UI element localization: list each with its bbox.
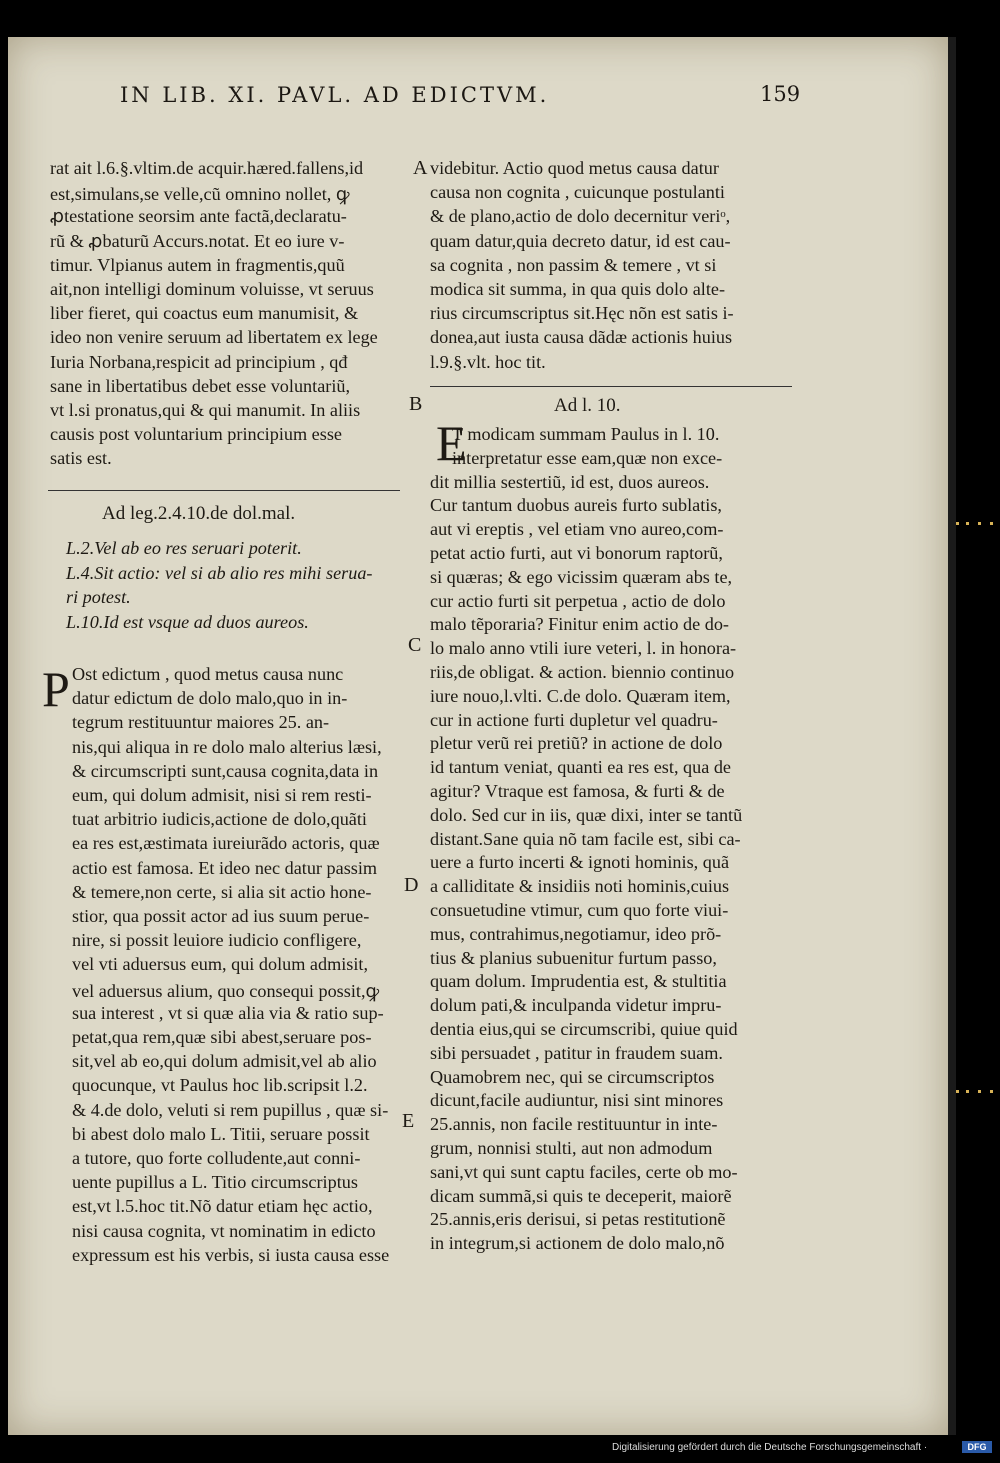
- text-line: liber fieret, qui coactus eum manumisit, &: [50, 303, 359, 324]
- dfg-logo: DFG: [962, 1441, 992, 1453]
- left-divider: [48, 490, 400, 491]
- text-line: dentia eius,qui se circumscribi, quiue quid: [430, 1019, 738, 1039]
- text-line: id tantum veniat, quanti ea res est, qua de: [430, 757, 732, 778]
- text-line: bi abest dolo malo L. Titii, seruare possit: [72, 1123, 370, 1144]
- text-line: quam datur,quia decreto datur, id est cau-: [430, 230, 731, 251]
- text-line: ri potest.: [66, 587, 131, 607]
- text-line: grum, nonnisi stulti, aut non admodum: [430, 1138, 713, 1158]
- text-line: vt l.si pronatus,qui & qui manumit. In aliis: [50, 400, 361, 420]
- text-line: causa non cognita , cuicunque postulanti: [430, 182, 725, 203]
- text-line: rat ait l.6.§.vltim.de acquir.hæred.fallens,id: [50, 158, 364, 178]
- left-dropcap: P: [42, 661, 70, 717]
- text-line: sit,vel ab eo,qui dolum admisit,vel ab alio: [72, 1051, 377, 1072]
- text-line: ꝓtestatione seorsim ante factã,declaratu-: [50, 206, 347, 227]
- text-line: actio est famosa. Et ideo nec datur passim: [72, 857, 378, 878]
- text-line: dicunt,facile audiuntur, nisi sint minores: [430, 1090, 724, 1111]
- text-line: tius & planius subuenitur furtum passo,: [430, 947, 717, 968]
- text-line: a tutore, quo forte colludente,aut conni-: [72, 1148, 361, 1168]
- footer-credit: Digitalisierung gefördert durch die Deutsche Forschungsgemeinschaft ·: [612, 1442, 928, 1453]
- text-line: Iuria Norbana,respicit ad principium , qđ: [50, 351, 348, 372]
- text-line: consuetudine vtimur, cum quo forte viui-: [430, 900, 729, 920]
- text-line: mus, contrahimus,negotiamur, ideo prõ-: [430, 923, 722, 944]
- text-line: Ost edictum , quod metus causa nunc: [72, 664, 344, 684]
- text-line: donea,aut iusta causa dãdæ actionis huius: [430, 327, 733, 348]
- text-line: rũ & ꝓbaturũ Accurs.notat. Et eo iure v-: [50, 230, 345, 251]
- text-line: nisi causa cognita, vt nominatim in edicto: [72, 1220, 376, 1241]
- text-line: iure nouo,l.vlti. C.de dolo. Quæram item,: [430, 685, 731, 706]
- text-line: sua interest , vt si quæ alia via & ratio sup-: [72, 1002, 384, 1023]
- margin-letter-e: E: [402, 1110, 415, 1132]
- text-line: malo tẽporaria? Finitur enim actio de do-: [430, 614, 729, 635]
- text-line: quam dolum. Imprudentia est, & stultitia: [430, 971, 727, 992]
- text-line: videbitur. Actio quod metus causa datur: [430, 158, 719, 178]
- text-line: dolo. Sed cur in iis, quæ dixi, inter se tantũ: [430, 804, 743, 825]
- margin-letter-d: D: [404, 874, 419, 896]
- text-line: datur edictum de dolo malo,quo in in-: [72, 688, 348, 709]
- text-line: & circumscripti sunt,causa cognita,data in: [72, 760, 379, 781]
- text-line: T modicam summam Paulus in l. 10.: [452, 424, 720, 444]
- text-line: modica sit summa, in qua quis dolo alte-: [430, 279, 725, 299]
- text-line: L.2.Vel ab eo res seruari poterit.: [66, 538, 302, 558]
- text-line: in integrum,si actionem de dolo malo,nõ: [430, 1233, 725, 1254]
- text-line: timur. Vlpianus autem in fragmentis,quũ: [50, 254, 345, 275]
- text-line: si quæras; & ego vicissim quæram abs te,: [430, 566, 733, 587]
- page-number: 159: [760, 82, 801, 106]
- text-line: expressum est his verbis, si iusta causa esse: [72, 1244, 390, 1265]
- text-line: dolum pati,& inculpanda videtur impru-: [430, 995, 722, 1016]
- text-line: quocunque, vt Paulus hoc lib.scripsit l.2.: [72, 1075, 368, 1096]
- text-line: & 4.de dolo, veluti si rem pupillus , quæ si-: [72, 1099, 389, 1120]
- text-line: riis,de obligat. & action. biennio continuo: [430, 662, 735, 682]
- text-line: agitur? Vtraque est famosa, & furti & de: [430, 781, 725, 801]
- text-line: nire, si possit leuiore iudicio confligere,: [72, 930, 362, 951]
- text-line: nis,qui aliqua in re dolo malo alterius læsi,: [72, 736, 382, 757]
- text-line: Quamobrem nec, qui se circumscriptos: [430, 1066, 715, 1087]
- text-line: tuat arbitrio iudicis,actione de dolo,quãti: [72, 809, 367, 830]
- text-line: rius circumscriptus sit.Hęc nõn est satis i-: [430, 303, 734, 324]
- text-line: sa cognita , non passim & temere , vt si: [430, 254, 717, 275]
- text-line: ait,non intelligi dominum voluisse, vt seruus: [50, 279, 374, 299]
- text-line: est,vt l.5.hoc tit.Nõ datur etiam hęc actio,: [72, 1196, 373, 1217]
- text-line: ideo non venire seruum ad libertatem ex lege: [50, 327, 378, 348]
- right-divider: [430, 386, 792, 387]
- text-line: vel vti aduersus eum, qui dolum admisit,: [72, 954, 369, 975]
- text-line: 25.annis, non facile restituuntur in inte-: [430, 1114, 718, 1135]
- text-line: petat,qua rem,quæ sibi abest,seruare pos-: [72, 1027, 372, 1047]
- text-line: uente pupillus a L. Titio circumscriptus: [72, 1172, 358, 1193]
- text-line: cur in actione furti dupletur vel quadru-: [430, 709, 718, 730]
- text-line: stior, qua possit actor ad ius suum perue-: [72, 906, 370, 926]
- running-title: IN LIB. XI. PAVL. AD EDICTVM.: [120, 83, 550, 107]
- left-heading: Ad leg.2.4.10.de dol.mal.: [102, 503, 296, 524]
- text-line: sani,vt qui sunt captu faciles, certe ob mo-: [430, 1161, 738, 1182]
- text-line: petat actio furti, aut vi bonorum raptorũ,: [430, 543, 723, 563]
- text-line: tegrum restituuntur maiores 25. an-: [72, 712, 330, 733]
- text-line: causis post voluntarium principium esse: [50, 424, 342, 445]
- text-line: & de plano,actio de dolo decernitur veriᵒ,: [430, 206, 731, 227]
- right-dropcap: E: [436, 415, 467, 471]
- text-line: est,simulans,se velle,cũ omnino nollet, ꝙ: [50, 184, 350, 205]
- page-edge: [948, 37, 956, 1435]
- text-line: ea res est,æstimata iureiurãdo actoris, quæ: [72, 833, 380, 854]
- margin-letter-b: B: [409, 393, 423, 415]
- text-line: dit millia sestertiũ, id est, duos aureos.: [430, 471, 710, 492]
- text-line: satis est.: [50, 448, 112, 469]
- text-line: sibi persuadet , patitur in fraudem suam.: [430, 1042, 723, 1063]
- text-line: dicam summã,si quis te deceperit, maiorẽ: [430, 1185, 732, 1206]
- text-line: uere a furto incerti & ignoti hominis, quã: [430, 852, 730, 873]
- text-line: L.4.Sit actio: vel si ab alio res mihi serua-: [66, 562, 373, 583]
- text-line: vel aduersus alium, quo consequi possit,ꝙ: [72, 980, 380, 1001]
- text-line: distant.Sane quia nõ tam facile est, sibi ca-: [430, 828, 741, 849]
- text-line: interpretatur esse eam,quæ non exce-: [452, 447, 723, 468]
- text-line: a calliditate & insidiis noti hominis,cuius: [430, 876, 730, 897]
- text-line: L.10.Id est vsque ad duos aureos.: [66, 611, 309, 632]
- text-line: l.9.§.vlt. hoc tit.: [430, 351, 546, 372]
- margin-letter-a: A: [413, 157, 428, 179]
- text-line: pletur verũ rei pretiũ? in actione de dolo: [430, 733, 723, 754]
- text-line: cur actio furti sit perpetua , actio de dolo: [430, 590, 726, 611]
- margin-letter-c: C: [408, 634, 422, 656]
- text-line: aut vi ereptis , vel etiam vno aureo,com-: [430, 519, 724, 540]
- text-line: lo malo anno vtili iure veteri, l. in honora-: [430, 638, 737, 659]
- text-line: eum, qui dolum admisit, nisi si rem resti-: [72, 785, 372, 805]
- text-line: & temere,non certe, si alia sit actio hone-: [72, 881, 372, 902]
- text-line: Cur tantum duobus aureis furto sublatis,: [430, 495, 722, 516]
- right-heading: Ad l. 10.: [554, 395, 621, 416]
- text-line: 25.annis,eris derisui, si petas restitutionẽ: [430, 1209, 726, 1230]
- text-line: sane in libertatibus debet esse voluntariũ,: [50, 375, 351, 396]
